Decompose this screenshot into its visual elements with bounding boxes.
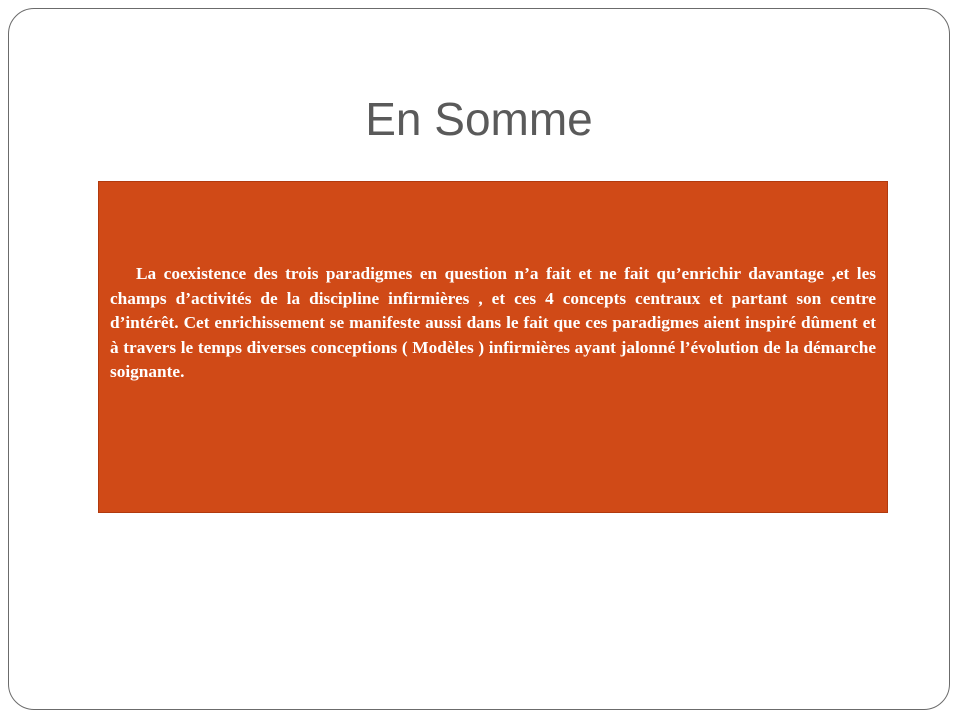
slide-title: En Somme	[365, 93, 593, 145]
slide-frame	[8, 8, 950, 710]
content-paragraph: La coexistence des trois paradigmes en question n’a fait et ne fait qu’enrichir davantage ,et les champs d’activités de la discipline infirmières , et ces 4 concepts centraux et partant son centre d’intérêt. Cet enrichissement se manifeste aussi dans le fait que ces paradigmes aient inspiré dûment et à travers le temps diverses conceptions ( Modèles ) infirmières ayant jalonné l’évolution de la démarche soignante.	[110, 264, 876, 382]
content-box	[98, 181, 888, 513]
